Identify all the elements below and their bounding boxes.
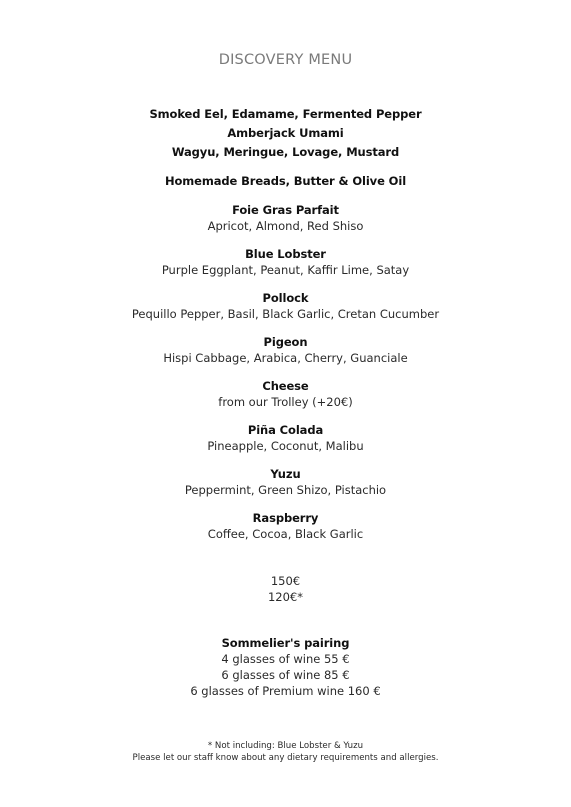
pairing-option: 4 glasses of wine 55 € (221, 652, 350, 666)
footnote-exclusion: * Not including: Blue Lobster & Yuzu (207, 741, 364, 751)
footnote-allergies: Please let our staff know about any dietary requirements and allergies. (132, 753, 439, 763)
snack-item: Amberjack Umami (227, 126, 344, 140)
course-description: Peppermint, Green Shizo, Pistachio (184, 483, 387, 497)
course-name: Foie Gras Parfait (232, 203, 339, 217)
breads-item: Homemade Breads, Butter & Olive Oil (164, 174, 407, 188)
pairing-option: 6 glasses of Premium wine 160 € (190, 684, 381, 698)
menu-price-reduced: 120€* (267, 590, 304, 604)
course-name: Pollock (262, 291, 309, 305)
course-name: Blue Lobster (245, 247, 326, 261)
snack-item: Smoked Eel, Edamame, Fermented Pepper (149, 107, 422, 121)
menu-price: 150€ (270, 574, 301, 588)
course-name: Pigeon (263, 335, 308, 349)
snack-item: Wagyu, Meringue, Lovage, Mustard (171, 145, 400, 159)
course-name: Cheese (262, 379, 309, 393)
course-description: Pineapple, Coconut, Malibu (207, 439, 364, 453)
course-description: Purple Eggplant, Peanut, Kaffir Lime, Satay (161, 263, 410, 277)
course-name: Raspberry (252, 511, 319, 525)
pairing-title: Sommelier's pairing (221, 636, 350, 650)
pairing-option: 6 glasses of wine 85 € (221, 668, 350, 682)
course-description: from our Trolley (+20€) (218, 395, 353, 409)
course-description: Pequillo Pepper, Basil, Black Garlic, Cretan Cucumber (131, 307, 440, 321)
course-description: Apricot, Almond, Red Shiso (207, 219, 364, 233)
course-name: Piña Colada (247, 423, 324, 437)
course-description: Coffee, Cocoa, Black Garlic (207, 527, 364, 541)
course-description: Hispi Cabbage, Arabica, Cherry, Guanciale (163, 351, 408, 365)
course-name: Yuzu (270, 467, 301, 481)
menu-title: DISCOVERY MENU (218, 52, 353, 68)
